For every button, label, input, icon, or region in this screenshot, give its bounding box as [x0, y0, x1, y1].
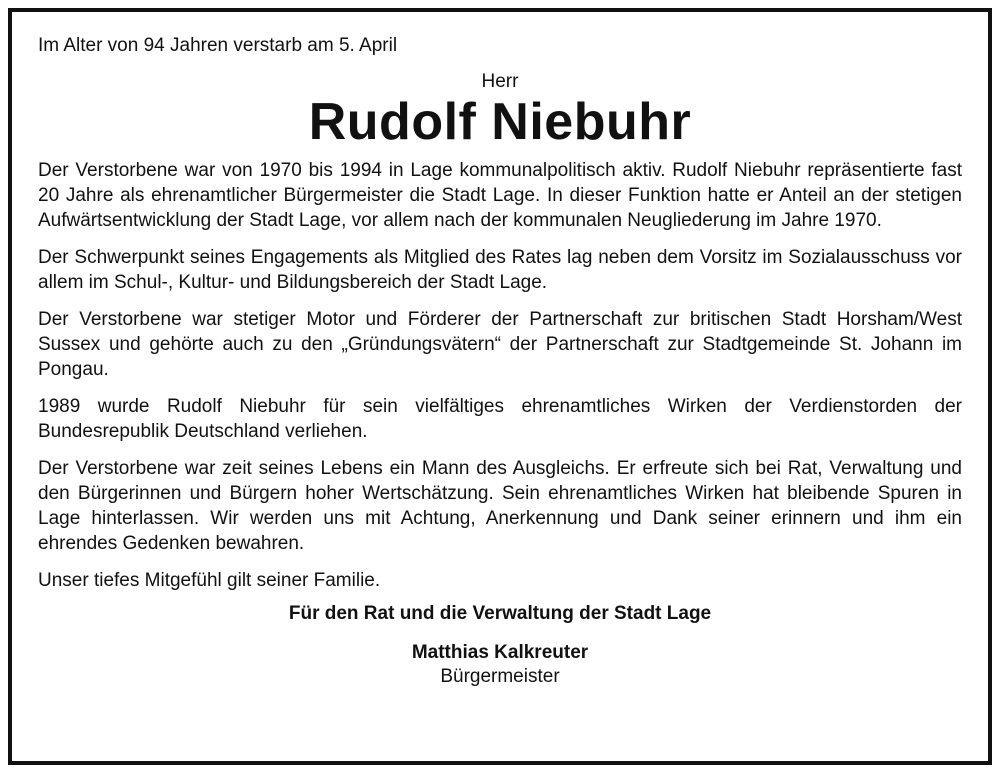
intro-line: Im Alter von 94 Jahren verstarb am 5. April [38, 35, 398, 56]
signature-organization: Für den Rat und die Verwaltung der Stadt Lage [288, 603, 712, 624]
paragraph-condolence: Unser tiefes Mitgefühl gilt seiner Familie. [38, 570, 381, 591]
paragraph-partnership: Der Verstorbene war stetiger Motor und Förderer der Partnerschaft zur britischen Stadt Horsham/West Sussex und gehörte auch zu den „Gründungsvätern“ der Partnerschaft zur Stadtgemeinde St. Johann im Pongau. [38, 309, 962, 380]
signer-title: Bürgermeister [440, 666, 560, 687]
paragraph-award: 1989 wurde Rudolf Niebuhr für sein vielfältiges ehrenamtliches Wirken der Verdienstorden der Bundesrepublik Deutschland verliehen. [38, 396, 962, 442]
salutation: Herr [481, 71, 519, 92]
notice-content [38, 32, 962, 689]
paragraph-character: Der Verstorbene war zeit seines Lebens ein Mann des Ausgleichs. Er erfreute sich bei Rat, Verwaltung und den Bürgerinnen und Bürgern hoher Wertschätzung. Sein ehrenamtliches Wirken hat bleibende Spuren in Lage hinterlassen. Wir werden uns mit Achtung, Anerkennung und Dank seiner erinnern und ihm ein ehrendes Gedenken bewahren. [38, 458, 962, 554]
signer-name: Matthias Kalkreuter [411, 642, 589, 663]
obituary-notice [8, 8, 992, 765]
paragraph-career: Der Verstorbene war von 1970 bis 1994 in Lage kommunalpolitisch aktiv. Rudolf Niebuhr repräsentierte fast 20 Jahre als ehrenamtlicher Bürgermeister die Stadt Lage. In dieser Funktion hatte er Anteil an der stetigen Aufwärtsentwicklung der Stadt Lage, vor allem nach der kommunalen Neugliederung im Jahre 1970. [38, 160, 962, 231]
deceased-name: Rudolf Niebuhr [308, 93, 692, 151]
paragraph-engagement: Der Schwerpunkt seines Engagements als Mitglied des Rates lag neben dem Vorsitz im Sozialausschuss vor allem im Schul-, Kultur- und Bildungsbereich der Stadt Lage. [38, 247, 962, 293]
